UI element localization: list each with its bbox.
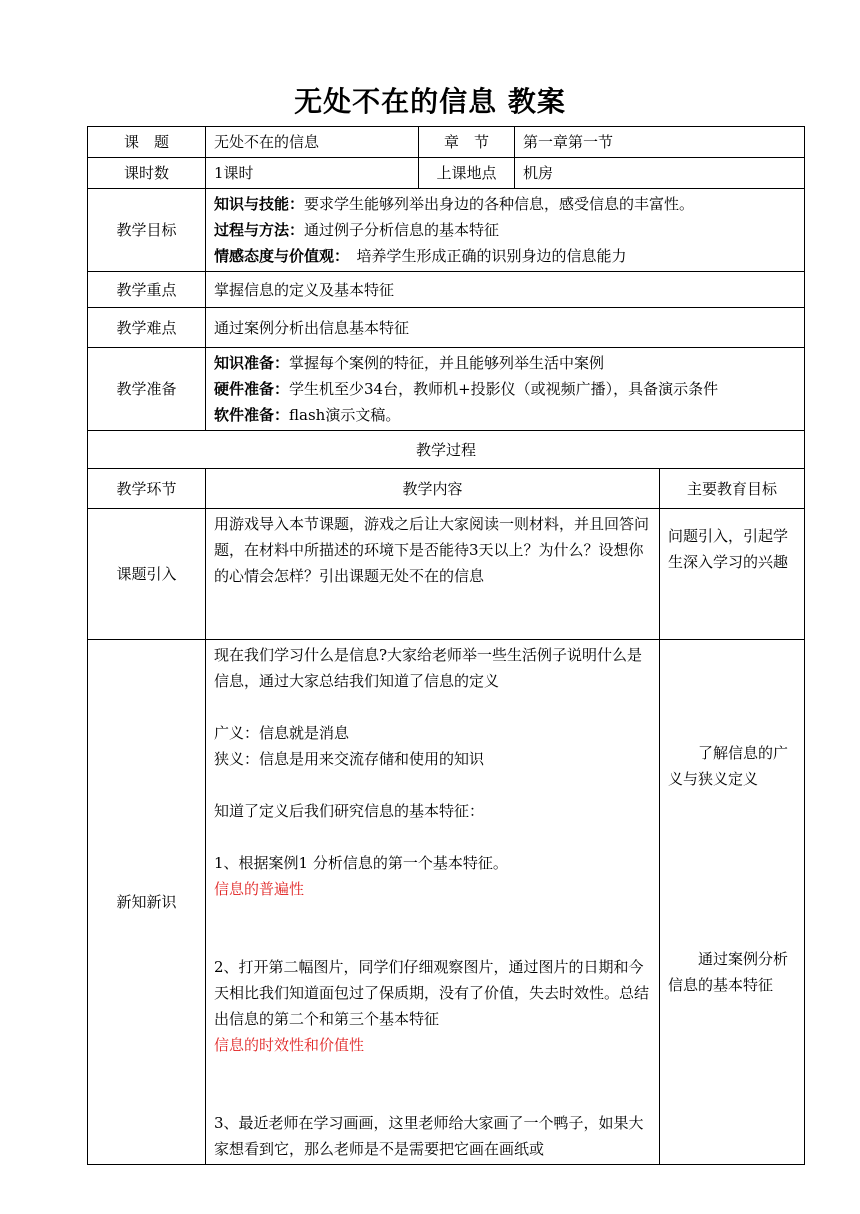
process-heading: 教学过程 <box>88 431 805 469</box>
row-goals <box>88 189 805 272</box>
goal-emotion-head: 情感态度与价值观： <box>214 247 342 265</box>
new-goal-definition: 了解信息的广义与狭义定义 <box>668 744 789 788</box>
row-process-heading <box>88 431 805 469</box>
prep-hardware-head: 硬件准备： <box>214 380 290 398</box>
place-value: 机房 <box>515 158 805 189</box>
new-content <box>206 640 660 1165</box>
key-point-text: 掌握信息的定义及基本特征 <box>206 272 805 308</box>
prep-knowledge-head: 知识准备： <box>214 354 290 372</box>
col-goal-header: 主要教育目标 <box>660 469 805 509</box>
goal-knowledge-text: 要求学生能够列举出身边的各种信息，感受信息的丰富性。 <box>304 195 695 213</box>
intro-goal: 问题引入，引起学生深入学习的兴趣 <box>660 509 805 640</box>
row-new-knowledge <box>88 640 805 1165</box>
goal-emotion-text: 培养学生形成正确的识别身边的信息能力 <box>341 247 627 265</box>
topic-label: 课 题 <box>88 127 206 158</box>
intro-content: 用游戏导入本节课题，游戏之后让大家阅读一则材料，并且回答问题，在材料中所描述的环境下是否能待3天以上？为什么？设想你的心情会怎样？引出课题无处不在的信息 <box>206 509 660 640</box>
new-step2: 2、打开第二幅图片，同学们仔细观察图片，通过图片的日期和今天相比我们知道面包过了保质期，没有了价值，失去时效性。总结出信息的第二个和第三个基本特征 <box>214 958 650 1028</box>
new-narrow: 狭义：信息是用来交流存储和使用的知识 <box>214 750 485 768</box>
row-intro <box>88 509 805 640</box>
new-goal-features: 通过案例分析信息的基本特征 <box>668 950 789 994</box>
difficulty-label: 教学难点 <box>88 308 206 348</box>
goals-content <box>206 189 805 272</box>
hours-label: 课时数 <box>88 158 206 189</box>
new-p2: 知道了定义后我们研究信息的基本特征： <box>214 802 485 820</box>
row-hours <box>88 158 805 189</box>
new-p1: 现在我们学习什么是信息?大家给老师举一些生活例子说明什么是信息，通过大家总结我们知道了信息的定义 <box>214 646 643 690</box>
new-step1: 1、根据案例1 分析信息的第一个基本特征。 <box>214 854 508 872</box>
prep-hardware-text: 学生机至少34台，教师机+投影仪（或视频广播），具备演示条件 <box>289 380 719 398</box>
intro-stage: 课题引入 <box>88 509 206 640</box>
chapter-label: 章 节 <box>419 127 515 158</box>
row-key-point <box>88 272 805 308</box>
new-stage: 新知新识 <box>88 640 206 1165</box>
col-stage-header: 教学环节 <box>88 469 206 509</box>
col-content-header: 教学内容 <box>206 469 660 509</box>
difficulty-text: 通过案例分析出信息基本特征 <box>206 308 805 348</box>
new-step2-feature: 信息的时效性和价值性 <box>214 1036 365 1054</box>
prep-label: 教学准备 <box>88 348 206 431</box>
page-title: 无处不在的信息 教案 <box>294 85 566 118</box>
row-process-columns <box>88 469 805 509</box>
key-point-label: 教学重点 <box>88 272 206 308</box>
row-prep <box>88 348 805 431</box>
topic-value: 无处不在的信息 <box>206 127 419 158</box>
goals-label: 教学目标 <box>88 189 206 272</box>
new-step1-feature: 信息的普遍性 <box>214 880 305 898</box>
place-label: 上课地点 <box>419 158 515 189</box>
lesson-plan-table <box>87 126 805 1165</box>
new-step3: 3、最近老师在学习画画，这里老师给大家画了一个鸭子，如果大家想看到它，那么老师是不是需要把它画在画纸或 <box>214 1114 644 1158</box>
row-difficulty <box>88 308 805 348</box>
chapter-value: 第一章第一节 <box>515 127 805 158</box>
new-goal <box>660 640 805 1165</box>
prep-knowledge-text: 掌握每个案例的特征，并且能够列举生活中案例 <box>289 354 605 372</box>
hours-value: 1课时 <box>206 158 419 189</box>
prep-content <box>206 348 805 431</box>
prep-software-text: flash演示文稿。 <box>289 406 401 424</box>
goal-process-head: 过程与方法： <box>214 221 305 239</box>
goal-knowledge-head: 知识与技能： <box>214 195 305 213</box>
goal-process-text: 通过例子分析信息的基本特征 <box>304 221 500 239</box>
new-broad: 广义：信息就是消息 <box>214 724 350 742</box>
row-topic <box>88 127 805 158</box>
prep-software-head: 软件准备： <box>214 406 290 424</box>
